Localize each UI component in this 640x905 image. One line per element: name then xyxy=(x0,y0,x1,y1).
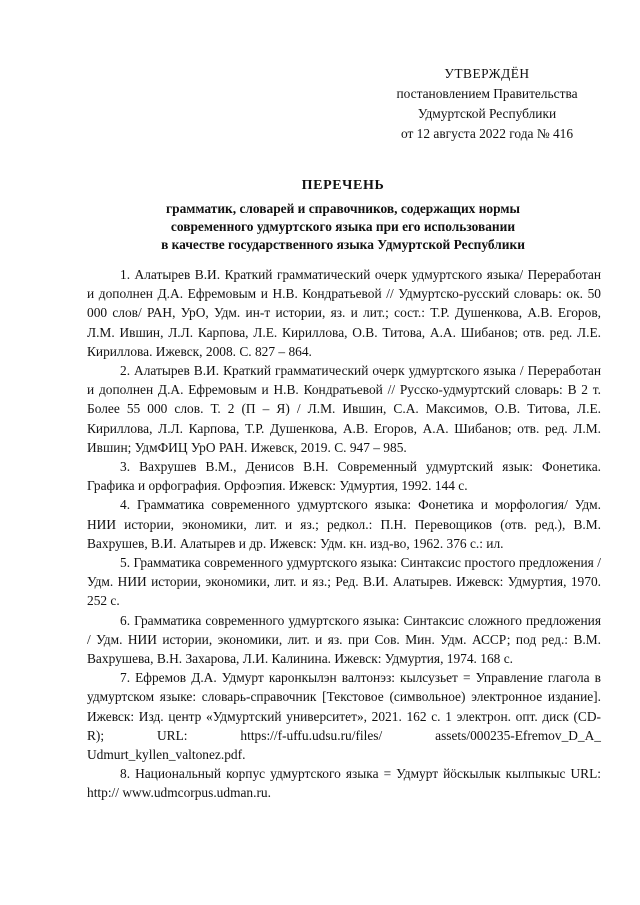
document-subtitle-line: грамматик, словарей и справочников, содержащих нормы xyxy=(166,201,520,216)
approval-line: УТВЕРЖДЁН xyxy=(444,66,530,81)
list-item: 3. Вахрушев В.М., Денисов В.Н. Современный удмуртский язык: Фонетика. Графика и орфография. Орфоэпия. Ижевск: Удмуртия, 1992. 144 с. xyxy=(87,459,601,494)
reference-list xyxy=(87,265,601,803)
list-item: 1. Алатырев В.И. Краткий грамматический очерк удмуртского языка/ Переработан и дополнен Д.А. Ефремовым и Н.В. Кондратьевой // Удмуртско-русский словарь: ок. 50 000 слов/ РАН, УрО, Удм. ин-т истории, яз. и лит.; сост.: Т.Р. Душенкова, А.В. Егоров, Л.М. Ившин, Л.Л. Карпова, Л.Е. Кириллова, О.В. Титова, А.А. Шибанов; отв. ред. Л.Е. Кириллова. Ижевск, 2008. С. 827 – 864. xyxy=(87,267,601,359)
document-subtitle-line: в качестве государственного языка Удмуртской Республики xyxy=(161,237,525,252)
list-item: 2. Алатырев В.И. Краткий грамматический очерк удмуртского языка / Переработан и дополнен Д.А. Ефремовым и Н.В. Кондратьевой // Русско-удмуртский словарь: В 2 т. Более 55 000 слов. Т. 2 (П – Я) / Л.М. Ившин, С.А. Максимов, О.В. Титова, Л.Е. Кириллова, Л.Л. Карпова, Т.Р. Душенкова, А.В. Егоров, А.А. Шибанов; отв. ред. Л.М. Ившин; УдмФИЦ УрО РАН. Ижевск, 2019. С. 947 – 985. xyxy=(87,363,601,455)
approval-block xyxy=(380,64,594,144)
list-item: 4. Грамматика современного удмуртского языка: Фонетика и морфология/ Удм. НИИ истории, экономики, лит. и яз.; редкол.: П.Н. Перевощиков (отв. ред.), В.М. Вахрушев, В.И. Алатырев и др. Ижевск: Удм. кн. изд-во, 1962. 376 с.: ил. xyxy=(87,497,601,551)
document-subtitle-line: современного удмуртского языка при его использовании xyxy=(170,219,516,234)
approval-date-line: от 12 августа 2022 года № 416 xyxy=(400,126,574,141)
list-item: 7. Ефремов Д.А. Удмурт каронкылэн валтонэз: кылсузьет = Управление глагола в удмуртском языке: словарь-справочник [Текстовое (символьное) электронное издание]. Ижевск: Изд. центр «Удмуртский университет», 2021. 162 с. 1 электрон. опт. диск (CD-R); URL: https://f-uffu.udsu.ru/files/ assets/000235-Efremov_D_A_ Udmurt_kyllen_valtonez.pdf. xyxy=(87,670,601,763)
list-item: 6. Грамматика современного удмуртского языка: Синтаксис сложного предложения / Удм. НИИ истории, экономики, лит. и яз. при Сов. Мин. Удм. АССР; под ред.: В.М. Вахрушева, В.Н. Захарова, Л.И. Калинина. Ижевск: Удмуртия, 1974. 168 с. xyxy=(87,612,601,667)
list-item: 8. Национальный корпус удмуртского языка = Удмурт йӧскылык кылпыкыс URL: http:// www.udmcorpus.udman.ru. xyxy=(87,766,601,801)
document-heading xyxy=(60,175,626,254)
approval-line: Удмуртской Республики xyxy=(417,106,557,121)
list-item: 5. Грамматика современного удмуртского языка: Синтаксис простого предложения / Удм. НИИ истории, экономики, лит. и яз.; Ред. В.И. Алатырев. Ижевск: Удмуртия, 1970. 252 с. xyxy=(87,555,601,609)
document-title: ПЕРЕЧЕНЬ xyxy=(301,178,385,193)
approval-line: постановлением Правительства xyxy=(396,86,578,101)
